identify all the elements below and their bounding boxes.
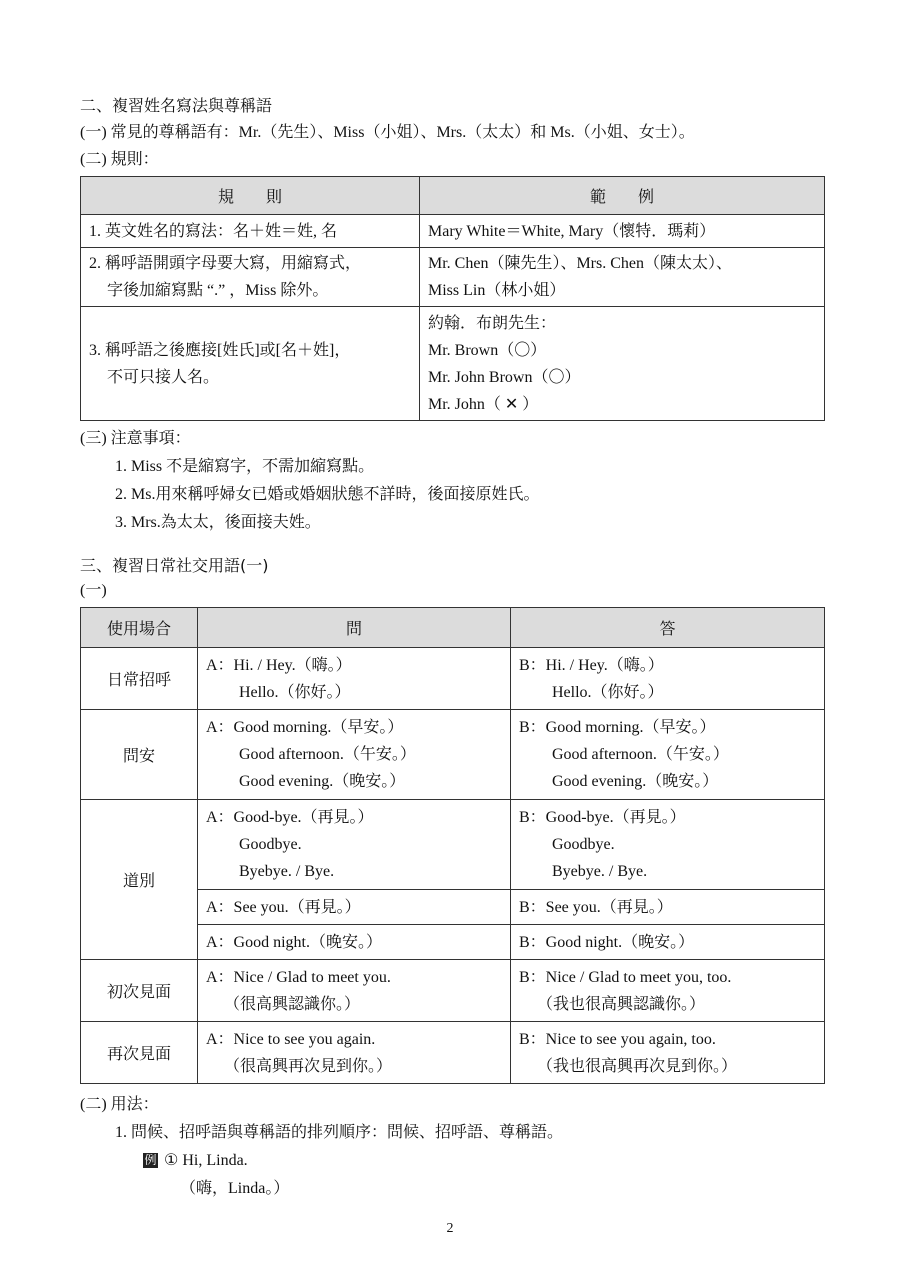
examples-header: 範 例 — [420, 177, 825, 215]
note-item: 2. Ms.用來稱呼婦女已婚或婚姻狀態不詳時，後面接原姓氏。 — [115, 486, 540, 503]
table-row — [81, 800, 825, 890]
question-cell — [198, 800, 511, 890]
answer-text: B：Nice / Glad to meet you, too. — [519, 968, 732, 986]
question-cell — [198, 648, 511, 710]
answer-cell — [511, 925, 825, 960]
answer-cell — [511, 800, 825, 890]
question-cell — [198, 925, 511, 960]
example-text: 約翰．布朗先生： — [428, 314, 557, 332]
answer-cell — [511, 960, 825, 1022]
example-translation: （嗨，Linda。） — [180, 1180, 290, 1197]
answer-header: 答 — [511, 608, 825, 648]
occasion-cell: 道別 — [81, 800, 198, 960]
example-mark-icon: 例 — [144, 1153, 157, 1167]
occasion-cell: 日常招呼 — [81, 648, 198, 710]
notes-label: (三) 注意事項： — [80, 430, 191, 447]
table-row — [81, 215, 825, 248]
question-text: A：Good morning.（早安。） — [206, 719, 404, 736]
question-text: Byebye. / Bye. — [239, 863, 335, 880]
answer-text: Hello.（你好。） — [552, 683, 664, 701]
question-text: Hello.（你好。） — [239, 683, 351, 701]
example-cell — [420, 215, 825, 248]
table-row — [81, 1022, 825, 1084]
usage-label: (二) 用法： — [80, 1096, 159, 1113]
answer-text: B：Hi. / Hey.（嗨。） — [519, 656, 664, 674]
answer-text: Good evening.（晚安。） — [552, 773, 719, 790]
answer-text: Good afternoon.（午安。） — [552, 746, 729, 763]
question-header: 問 — [198, 608, 511, 648]
note-item: 3. Mrs.為太太，後面接夫姓。 — [115, 514, 321, 531]
question-cell — [198, 890, 511, 925]
rules-table-header — [81, 177, 825, 215]
rule-text: 2. 稱呼語開頭字母要大寫，用縮寫式， — [89, 255, 362, 272]
table-row — [81, 710, 825, 800]
example-cell — [420, 248, 825, 307]
example-text: Miss Lin（林小姐） — [428, 282, 566, 299]
table-row — [81, 648, 825, 710]
answer-text: Goodbye. — [552, 836, 615, 853]
answer-cell — [511, 890, 825, 925]
question-text: Good afternoon.（午安。） — [239, 746, 416, 763]
answer-cell — [511, 710, 825, 800]
answer-text: Byebye. / Bye. — [552, 863, 648, 880]
usage-item: 1. 問候、招呼語與尊稱語的排列順序：問候、招呼語、尊稱語。 — [115, 1124, 564, 1141]
example-line — [143, 1151, 248, 1171]
example-text: ① Hi, Linda. — [164, 1152, 248, 1169]
answer-text: B：See you.（再見。） — [519, 898, 673, 916]
question-text: A：Good-bye.（再見。） — [206, 809, 374, 826]
question-text: （很高興再次見到你。） — [224, 1057, 393, 1075]
rules-header: 規 則 — [81, 177, 420, 215]
rule-text: 字後加縮寫點 “.” ，Miss 除外。 — [107, 282, 329, 299]
rule-text: 不可只接人名。 — [107, 368, 220, 386]
section-3-title: 三、複習日常社交用語(一) — [80, 556, 269, 575]
question-text: Goodbye. — [239, 836, 302, 853]
social-phrases-table — [80, 607, 825, 1084]
page-number: 2 — [446, 1221, 454, 1236]
question-cell — [198, 1022, 511, 1084]
example-text: Mary White＝White, Mary（懷特．瑪莉） — [428, 222, 716, 240]
example-cell — [420, 307, 825, 421]
table-row — [81, 960, 825, 1022]
rule-text: 1. 英文姓名的寫法：名＋姓＝姓, 名 — [89, 222, 338, 240]
rules-table — [80, 176, 825, 421]
question-text: A：Nice to see you again. — [206, 1030, 376, 1048]
question-text: Good evening.（晚安。） — [239, 773, 406, 790]
section-2-title: 二、複習姓名寫法與尊稱語 — [80, 96, 273, 115]
table-row — [81, 307, 825, 421]
answer-cell — [511, 1022, 825, 1084]
rules-label: (二) 規則： — [80, 151, 159, 168]
question-text: A：Hi. / Hey.（嗨。） — [206, 656, 352, 674]
answer-text: （我也很高興再次見到你。） — [537, 1057, 738, 1075]
question-cell — [198, 960, 511, 1022]
subsection-label: (一) — [80, 582, 107, 599]
occasion-cell: 再次見面 — [81, 1022, 198, 1084]
rule-cell — [81, 215, 420, 248]
honorifics-paragraph: (一) 常見的尊稱語有：Mr.（先生）、Miss（小姐）、Mrs.（太太）和 Ms.（小姐、女士）。 — [80, 124, 695, 141]
answer-text: B：Good night.（晚安。） — [519, 933, 695, 951]
question-cell — [198, 710, 511, 800]
answer-text: B：Nice to see you again, too. — [519, 1030, 716, 1048]
table-row — [81, 248, 825, 307]
answer-text: B：Good morning.（早安。） — [519, 719, 716, 736]
example-text: Mr. John Brown（〇） — [428, 368, 581, 386]
question-text: A：See you.（再見。） — [206, 898, 361, 916]
note-item: 1. Miss 不是縮寫字，不需加縮寫點。 — [115, 458, 375, 475]
question-text: A：Good night.（晚安。） — [206, 933, 383, 951]
rule-cell — [81, 307, 420, 421]
answer-text: B：Good-bye.（再見。） — [519, 809, 686, 826]
rule-cell — [81, 248, 420, 307]
answer-text: （我也很高興認識你。） — [537, 995, 706, 1013]
question-text: （很高興認識你。） — [224, 995, 361, 1013]
occasion-cell: 初次見面 — [81, 960, 198, 1022]
example-text: Mr. Chen（陳先生）、Mrs. Chen（陳太太）、 — [428, 255, 733, 272]
example-text: Mr. Brown（〇） — [428, 341, 547, 359]
rule-text: 3. 稱呼語之後應接[姓氏]或[名＋姓]， — [89, 341, 351, 359]
answer-cell — [511, 648, 825, 710]
question-text: A：Nice / Glad to meet you. — [206, 968, 391, 986]
example-text: Mr. John（ ✕ ） — [428, 395, 539, 413]
occasion-cell: 問安 — [81, 710, 198, 800]
occasion-header: 使用場合 — [81, 608, 198, 648]
social-table-header — [81, 608, 825, 648]
